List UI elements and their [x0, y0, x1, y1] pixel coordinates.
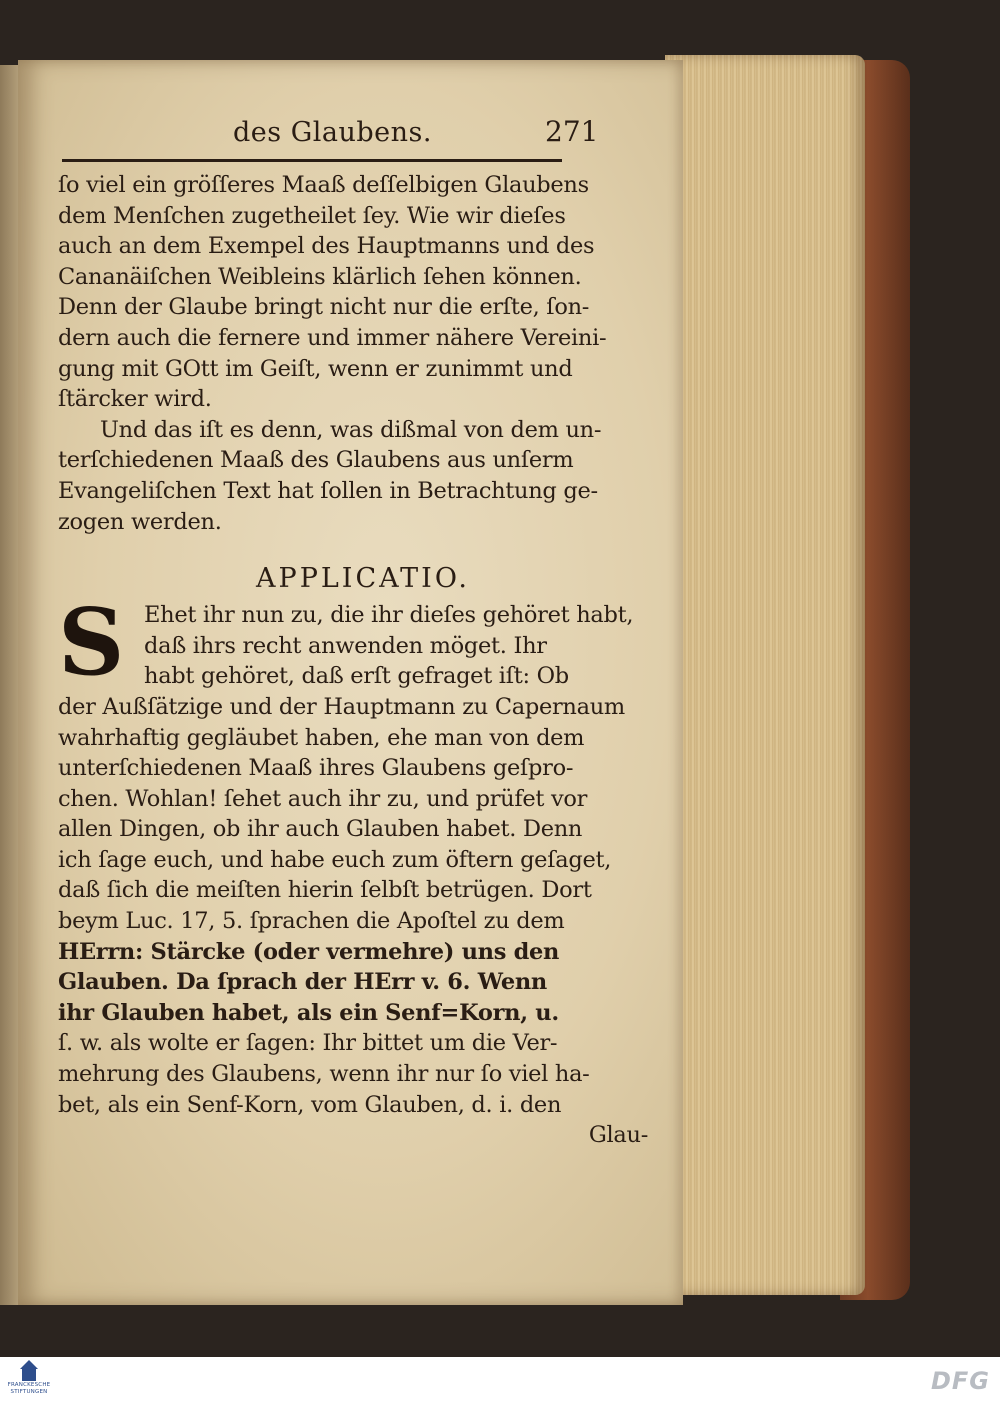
section-heading: APPLICATIO. [256, 563, 470, 595]
text-line: Glauben. Da ſprach der HErr v. 6. Wenn [58, 969, 547, 996]
text-line: ſ. w. als wolte er ſagen: Ihr bittet um die Ver- [58, 1030, 558, 1057]
dfg-logo[interactable]: DFG [930, 1367, 990, 1395]
text-line: Und das iſt es denn, was dißmal von dem un- [100, 416, 602, 443]
text-line: dem Menſchen zugetheilet ſey. Wie wir dieſes [58, 202, 566, 229]
text-line: auch an dem Exempel des Hauptmanns und des [58, 233, 595, 260]
footer-bar [0, 1357, 1000, 1407]
text-line: allen Dingen, ob ihr auch Glauben habet. Denn [58, 816, 583, 843]
text-line: zogen werden. [58, 508, 222, 535]
logo-text-line-1: FRANCKESCHE [7, 1382, 51, 1388]
text-line: Evangeliſchen Text hat ſollen in Betrachtung ge- [58, 477, 598, 504]
header-rule [62, 159, 562, 162]
text-line: unterſchiedenen Maaß ihres Glaubens geſpro- [58, 755, 574, 782]
catchword: Glau- [588, 1122, 648, 1149]
text-line: Ehet ihr nun zu, die ihr dieſes gehöret habt, [144, 602, 634, 629]
text-line: der Außſätzige und der Hauptmann zu Capernaum [58, 693, 625, 720]
text-line: ich ſage euch, und habe euch zum öftern geſaget, [58, 846, 612, 873]
text-line: Denn der Glaube bringt nicht nur die erſte, ſon- [58, 294, 590, 321]
text-line: bet, als ein Senf-Korn, vom Glauben, d. i. den [58, 1091, 562, 1118]
building-icon [18, 1360, 40, 1382]
franckesche-stiftungen-logo[interactable] [4, 1360, 54, 1404]
paragraph-1 [58, 170, 648, 415]
logo-text-line-2: STIFTUNGEN [10, 1388, 48, 1395]
text-line: gung mit GOtt im Geiſt, wenn er zunimmt und [58, 355, 573, 382]
text-line: ſtärcker wird. [58, 386, 212, 413]
text-line: mehrung des Glaubens, wenn ihr nur ſo viel ha- [58, 1061, 590, 1088]
running-head: des Glaubens. [233, 117, 432, 148]
page-header [58, 115, 648, 159]
text-line: beym Luc. 17, 5. ſprachen die Apoſtel zu dem [58, 908, 565, 935]
text-line: wahrhaftig gegläubet haben, ehe man von dem [58, 724, 585, 751]
text-block [58, 115, 648, 1151]
text-line: chen. Wohlan! ſehet auch ihr zu, und prüfet vor [58, 785, 588, 812]
text-line: terſchiedenen Maaß des Glaubens aus unſerm [58, 447, 574, 474]
text-line: ihr Glauben habet, als ein Senf=Korn, u. [58, 999, 559, 1026]
paragraph-2 [58, 415, 648, 537]
text-line: daß ſich die meiſten hierin ſelbſt betrügen. Dort [58, 877, 592, 904]
applicatio-paragraph [58, 588, 648, 1151]
drop-cap: S [58, 588, 125, 697]
book-page [18, 60, 683, 1305]
page-edges [665, 55, 865, 1295]
text-line: Cananäiſchen Weibleins klärlich ſehen können. [58, 263, 582, 290]
page-number: 271 [545, 115, 599, 148]
text-line: ſo viel ein gröſſeres Maaß deſſelbigen Glaubens [58, 172, 589, 198]
text-line: habt gehöret, daß erſt gefraget iſt: Ob [144, 663, 569, 690]
text-line: dern auch die fernere und immer nähere Vereini- [58, 324, 607, 351]
text-line: daß ihrs recht anwenden möget. Ihr [144, 632, 547, 659]
text-line: HErrn: Stärcke (oder vermehre) uns den [58, 938, 560, 965]
